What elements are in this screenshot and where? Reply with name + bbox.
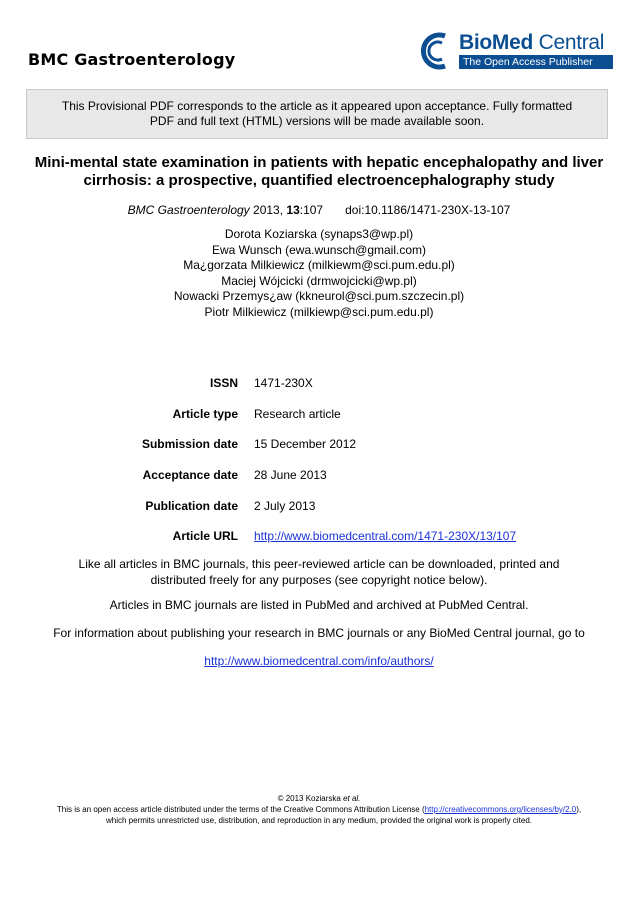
citation-article-number: :107: [299, 203, 324, 217]
citation-doi: doi:10.1186/1471-230X-13-107: [345, 203, 511, 217]
title-line-2: cirrhosis: a prospective, quantified electroencephalography study: [83, 172, 555, 189]
meta-value: 1471-230X: [254, 376, 313, 390]
meta-label: Submission date: [141, 437, 238, 452]
meta-label: Article URL: [172, 529, 238, 544]
journal-title: BMC Gastroenterology: [28, 50, 236, 69]
meta-value: Research article: [254, 406, 341, 421]
author-item: Ewa Wunsch (ewa.wunsch@gmail.com): [211, 242, 427, 257]
author-item: Ma¿gorzata Milkiewicz (milkiewm@sci.pum.edu.pl): [183, 258, 455, 273]
author-item: Maciej Wójcicki (drmwojcicki@wp.pl): [221, 273, 417, 288]
citation-year: 2013,: [249, 203, 287, 217]
article-title: [20, 154, 618, 190]
open-access-paragraph: [10, 557, 628, 588]
meta-label: Acceptance date: [142, 468, 238, 483]
citation: [0, 203, 638, 217]
citation-volume: 13: [286, 203, 300, 217]
notice-line-2: PDF and full text (HTML) versions will be made available soon.: [149, 114, 485, 128]
meta-row-publication-date: [0, 499, 638, 530]
meta-label: Article type: [172, 406, 238, 421]
license-line-2: which permits unrestricted use, distribution, and reproduction in any medium, provided the original work is properly cited.: [106, 816, 532, 825]
logo-tagline: The Open Access Publisher: [459, 55, 613, 69]
paragraph-line: Like all articles in BMC journals, this peer-reviewed article can be downloaded, printed and: [78, 557, 560, 571]
title-line-1: Mini-mental state examination in patients with hepatic encephalopathy and liver: [34, 154, 604, 171]
meta-row-issn: [0, 376, 638, 407]
meta-label: Publication date: [145, 498, 238, 513]
logo-brand: BioMed Central: [459, 31, 605, 54]
meta-value: 15 December 2012: [254, 437, 357, 452]
pubmed-paragraph: Articles in BMC journals are listed in PubMed and archived at PubMed Central.: [109, 598, 529, 612]
meta-value: 28 June 2013: [254, 468, 327, 483]
license-link[interactable]: http://creativecommons.org/licenses/by/2.0: [424, 805, 577, 814]
article-url-link[interactable]: http://www.biomedcentral.com/1471-230X/13/107: [254, 529, 517, 544]
meta-value: 2 July 2013: [254, 498, 316, 513]
author-list: [0, 227, 638, 321]
meta-row-article-url: [0, 529, 638, 560]
authors-info-link[interactable]: http://www.biomedcentral.com/info/authors/: [204, 654, 434, 668]
biomed-central-logo[interactable]: [415, 30, 615, 72]
copyright-footer: [20, 793, 618, 826]
authors-info-link-wrap: [10, 654, 628, 670]
paragraph-line: distributed freely for any purposes (see copyright notice below).: [150, 572, 488, 587]
publishing-info-paragraph: For information about publishing your research in BMC journals or any BioMed Central journal, go to: [53, 626, 585, 640]
notice-line-1: This Provisional PDF corresponds to the article as it appeared upon acceptance. Fully formatted: [61, 99, 573, 113]
author-item: Nowacki Przemys¿aw (kkneurol@sci.pum.szczecin.pl): [173, 289, 465, 304]
provisional-notice: [26, 89, 608, 139]
author-item: Piotr Milkiewicz (milkiewp@sci.pum.edu.pl): [204, 304, 434, 319]
article-metadata: [0, 376, 638, 560]
copyright-line: © 2013 Koziarska et al.: [277, 794, 361, 803]
citation-journal: BMC Gastroenterology: [127, 203, 250, 217]
author-item: Dorota Koziarska (synaps3@wp.pl): [224, 227, 414, 241]
biomed-central-logo-icon: [415, 30, 459, 72]
meta-row-submission-date: [0, 437, 638, 468]
license-line: This is an open access article distributed under the terms of the Creative Commons Attribution License (http://creativecommons.org/licenses/by/2.0),: [56, 805, 582, 814]
meta-row-article-type: [0, 407, 638, 438]
meta-label: ISSN: [209, 376, 238, 390]
meta-row-acceptance-date: [0, 468, 638, 499]
